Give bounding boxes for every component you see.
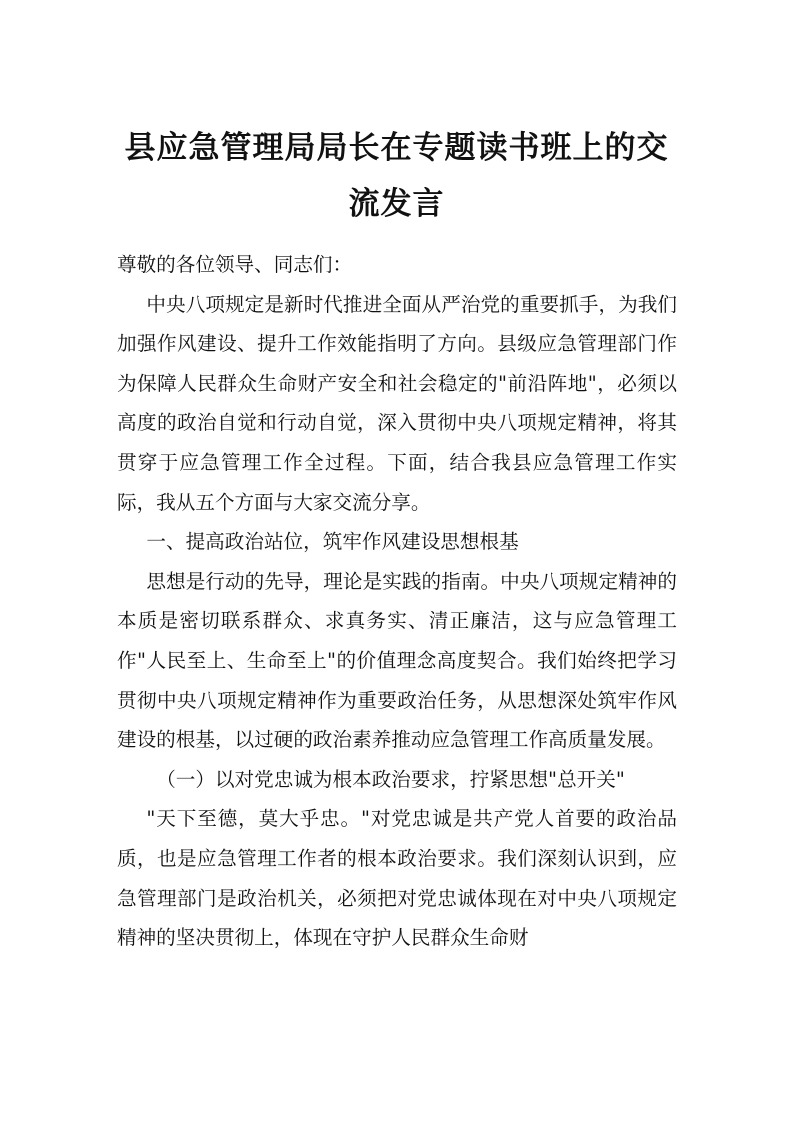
paragraph-intro: 中央八项规定是新时代推进全面从严治党的重要抓手，为我们加强作风建设、提升工作效能指明了方向。县级应急管理部门作为保障人民群众生命财产安全和社会稳定的"前沿阵地"，必须以高度的政治自觉和行动自觉，深入贯彻中央八项规定精神，将其贯穿于应急管理工作全过程。下面，结合我县应急管理工作实际，我从五个方面与大家交流分享。: [117, 292, 677, 514]
salutation: 尊敬的各位领导、同志们：: [117, 253, 353, 276]
document-title: 县应急管理局局长在专题读书班上的交流发言: [124, 130, 669, 222]
subsection-heading-1: （一）以对党忠诚为根本政治要求，拧紧思想"总开关": [156, 767, 625, 791]
paragraph-section-1: 思想是行动的先导，理论是实践的指南。中央八项规定精神的本质是密切联系群众、求真务实、清正廉洁，这与应急管理工作"人民至上、生命至上"的价值理念高度契合。我们始终把学习贯彻中央八项规定精神作为重要政治任务，从思想深处筑牢作风建设的根基，以过硬的政治素养推动应急管理工作高质量发展。: [117, 569, 677, 752]
document-body: [117, 245, 677, 958]
paragraph-subsection-1: "天下至德，莫大乎忠。"对党忠诚是共产党人首要的政治品质，也是应急管理工作者的根本政治要求。我们深刻认识到，应急管理部门是政治机关，必须把对党忠诚体现在对中央八项规定精神的坚决贯彻上，体现在守护人民群众生命财: [117, 807, 677, 950]
section-heading-1: 一、提高政治站位，筑牢作风建设思想根基: [146, 530, 519, 554]
